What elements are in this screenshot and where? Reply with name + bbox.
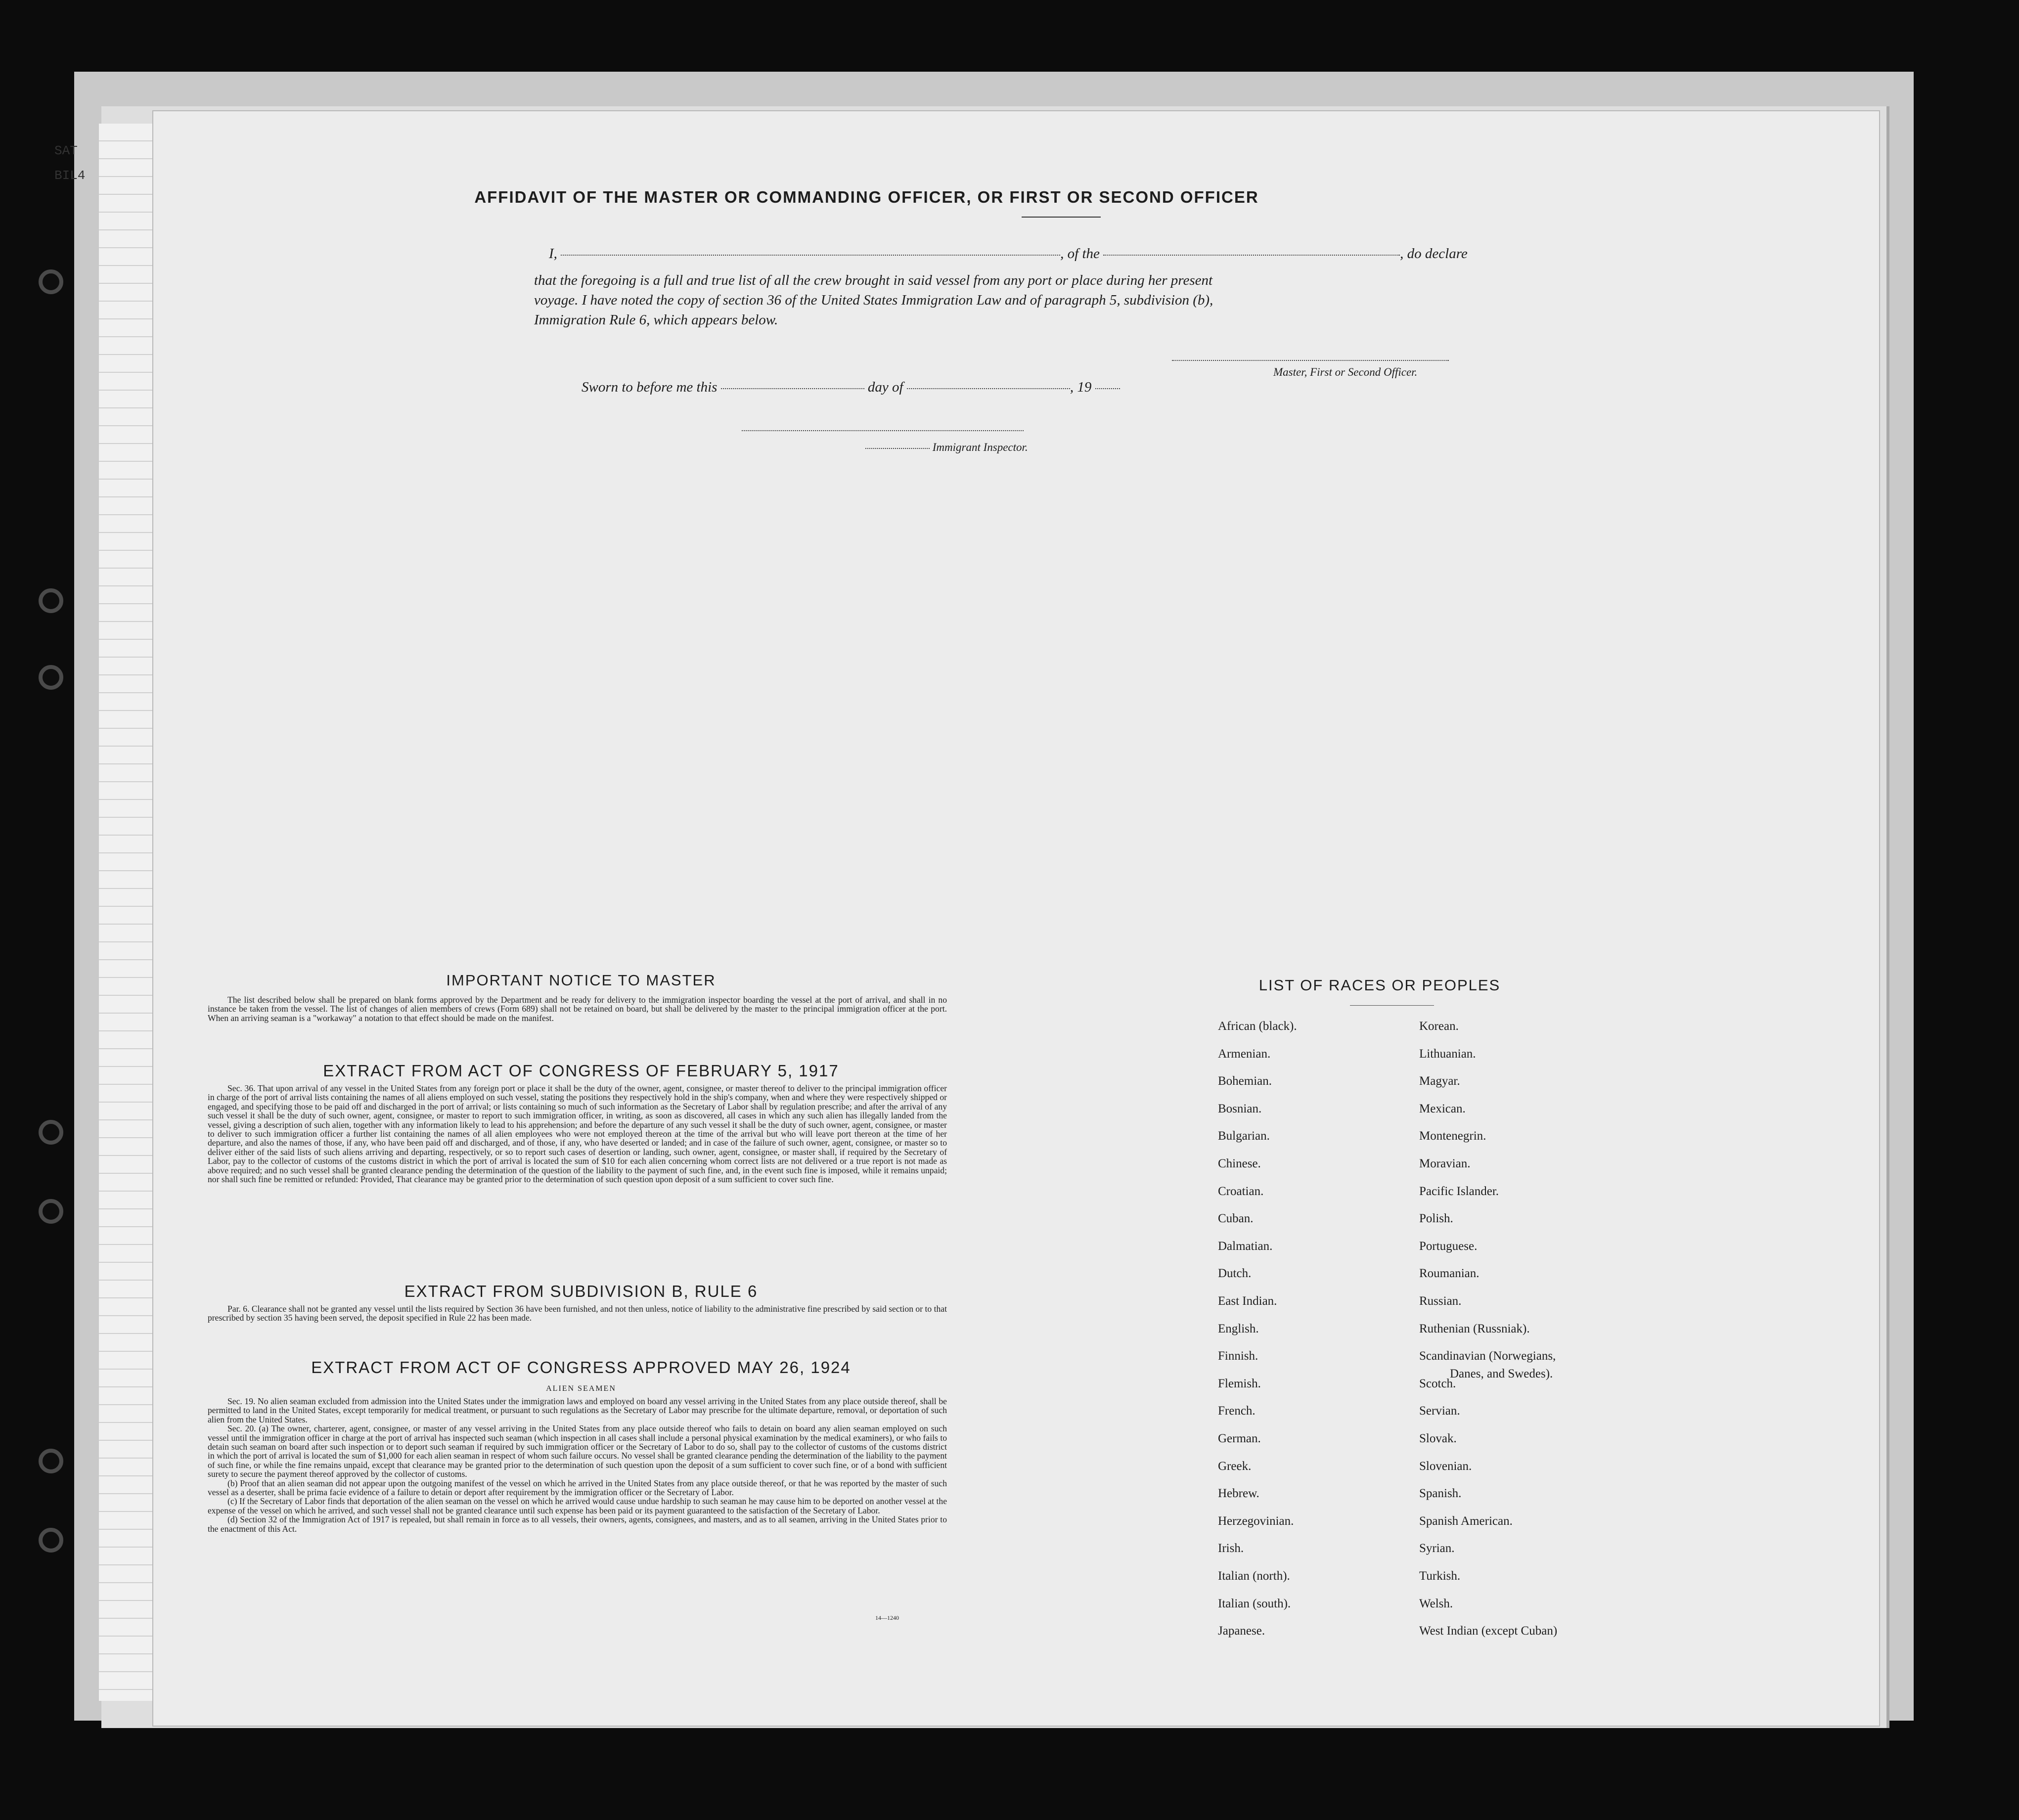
race-item: Croatian. (1218, 1184, 1264, 1198)
inspector-signature-caption: Immigrant Inspector. (865, 441, 1028, 454)
race-item: Dutch. (1218, 1267, 1252, 1281)
race-item: Syrian. (1419, 1542, 1455, 1555)
extract-1924-text: Sec. 19. No alien seaman excluded from admission into the United States under the immigration laws and employed on board any vessel arriving in the United States from any place outside thereof, shall be permitted to land in the United States, except temporarily for medical treatment, or pursuant to such regulations as the Secretary of Labor may prescribe for the ultimate departure, removal, or deportation of such alien from the United States. Sec. 20. (a) The owner, charterer, agent, consignee, or master of any vessel arriving in the United States from any place outside thereof who fails to detain on board any alien seaman employed on such vessel until the immigration officer in charge at the port of arrival has inspected such seaman (which inspection in all cases shall include a personal physical examination by the medical examiners), or who fails to detain such seaman on board after such inspection or to deport such seaman if required by such immigration officer or the Secretary of Labor to do so, shall pay to the collector of customs of the customs district in which the port of arrival is located the sum of $1,000 for each alien seaman in respect of whom such failure occurs. No vessel shall be granted clearance pending the determination of the liability to the payment of such fine, or while the fine remains unpaid, except that clearance may be granted prior to the determination of such question upon the deposit of a sum sufficient to cover such fine, or of a bond with sufficient surety to secure the payment thereof approved by the collector of customs. (b) Proof that an alien seaman did not appear upon the outgoing manifest of the vessel on which he arrived in the United States from any place outside thereof, or that he was reported by the master of such vessel as a deserter, shall be prima facie evidence of a failure to detain or deport after requirement by the immigration officer or the Secretary of Labor. (c) If the Secretary of Labor finds that deportation of the alien seaman on the vessel on which he arrived would cause undue hardship to such seaman he may cause him to be deported on another vessel at the expense of the vessel on which he arrived, and such vessel shall not be granted clearance until such expense has been paid or its payment guaranteed to the satisfaction of the Secretary of Labor. (d) Section 32 of the Immigration Act of 1917 is repealed, but shall remain in force as to all vessels, their owners, agents, consignees, and masters, and as to all seamen, arriving in the United States prior to the enactment of this Act. (208, 1396, 947, 1534)
race-item: Italian (south). (1218, 1597, 1291, 1610)
extract-rule6-title: EXTRACT FROM SUBDIVISION B, RULE 6 (404, 1282, 758, 1300)
race-item: Dalmatian. (1218, 1239, 1273, 1253)
affidavit-line-3: voyage. I have noted the copy of section 36 of the United States Immigration Law and of paragraph 5, subdivision (b), (534, 292, 1213, 308)
race-item: Russian. (1419, 1294, 1462, 1308)
race-item: Herzegovinian. (1218, 1514, 1294, 1528)
race-item: East Indian. (1218, 1294, 1277, 1308)
race-item-continuation: Danes, and Swedes). (1450, 1367, 1553, 1380)
races-title: LIST OF RACES OR PEOPLES (1258, 977, 1501, 994)
race-item: Moravian. (1419, 1157, 1471, 1170)
affidavit-line-4: Immigration Rule 6, which appears below. (534, 312, 778, 328)
race-item: English. (1218, 1322, 1259, 1335)
binder-hole (39, 588, 63, 613)
inspector-signature-line (742, 430, 1024, 431)
ruled-margin-sheet (99, 124, 153, 1701)
sworn-line: Sworn to before me this day of , 19 (582, 379, 1120, 396)
race-item: Bulgarian. (1218, 1129, 1270, 1143)
race-item: Armenian. (1218, 1047, 1271, 1061)
manifest-page (153, 111, 1879, 1726)
race-item: Slovenian. (1419, 1459, 1472, 1473)
race-item: Lithuanian. (1419, 1047, 1476, 1061)
race-item: Servian. (1419, 1404, 1460, 1418)
race-item: German. (1218, 1432, 1261, 1445)
form-number: 14—1240 (875, 1614, 899, 1621)
race-item: Cuban. (1218, 1212, 1254, 1226)
race-item: Scandinavian (Norwegians, (1419, 1349, 1556, 1363)
extract-1917-title: EXTRACT FROM ACT OF CONGRESS OF FEBRUARY 5, 1917 (323, 1062, 839, 1080)
binder-hole (39, 269, 63, 294)
race-item: Slovak. (1419, 1432, 1457, 1445)
margin-edge-text: BIL4 (54, 168, 86, 183)
binder-hole (39, 1199, 63, 1224)
affidavit-title: AFFIDAVIT OF THE MASTER OR COMMANDING OFFICER, OR FIRST OR SECOND OFFICER (474, 188, 1259, 206)
race-item: Roumanian. (1419, 1267, 1480, 1281)
race-item: Hebrew. (1218, 1487, 1259, 1501)
race-item: Mexican. (1419, 1102, 1466, 1115)
master-signature-line (1172, 360, 1449, 361)
title-rule (1022, 217, 1101, 218)
race-item: Polish. (1419, 1212, 1453, 1226)
race-item: Japanese. (1218, 1624, 1265, 1638)
race-item: Portuguese. (1419, 1239, 1478, 1253)
race-item: West Indian (except Cuban) (1419, 1624, 1558, 1638)
race-item: Turkish. (1419, 1569, 1461, 1583)
race-item: Greek. (1218, 1459, 1252, 1473)
race-item: Korean. (1419, 1020, 1459, 1033)
margin-edge-text: SAT (54, 143, 78, 158)
binder-hole (39, 1449, 63, 1473)
race-item: Spanish American. (1419, 1514, 1513, 1528)
binder-hole (39, 1528, 63, 1553)
extract-1924-subtitle: ALIEN SEAMEN (546, 1384, 616, 1393)
races-title-rule (1350, 1005, 1434, 1006)
race-item: Magyar. (1419, 1074, 1460, 1088)
extract-rule6-text: Par. 6. Clearance shall not be granted any vessel until the lists required by Section 36 have been furnished, and not then unless, notice of liability to the administrative fine prescribed by said section or to that prescribed by section 35 having been served, the deposit specified in Rule 22 has been made. (208, 1304, 947, 1323)
race-item: Irish. (1218, 1542, 1244, 1555)
extract-1917-text: Sec. 36. That upon arrival of any vessel in the United States from any foreign port or place it shall be the duty of the owner, agent, consignee, or master thereof to deliver to the principal immigration officer in charge of the port of arrival lists containing the names of all aliens employed on such vessel, stating the positions they respectively hold in the ship's company, when and where they were respectively shipped or engaged, and specifying those to be paid off and discharged in the port of arrival; or lists containing so much of such information as the Secretary of Labor shall by regulation prescribe; and after the arrival of any such vessel it shall be the duty of such owner, agent, consignee, or master to report to such immigration officer, in writing, as soon as discovered, all cases in which any such alien has illegally landed from the vessel, giving a description of such alien, together with any information likely to lead to his apprehension; and before the departure of any such vessel it shall be the duty of such owner, agent, consignee, or master to deliver to such immigration officer a further list containing the names of all alien employees who were not employed thereon at the time of the arrival but who will leave port thereon at the time of her departure, and also the names of those, if any, who have been paid off and discharged, and of those, if any, who have deserted or landed; and in case of the failure of such owner, agent, consignee, or master so to deliver either of the said lists of such aliens arriving and departing, respectively, or so to report such cases of desertion or landing, such owner, agent, consignee, or master shall, if required by the Secretary of Labor, pay to the collector of customs of the customs district in which the port of arrival is located the sum of $10 for each alien concerning whom correct lists are not delivered or a true report is not made as above required; and no such vessel shall be granted clearance pending the determination of the question of the liability to the payment of such fine, and, in the event such fine is imposed, while it remains unpaid; nor shall such fine be remitted or refunded: Provided, That clearance may be granted prior to the determination of such question upon deposit of a sum sufficient to cover such fine. (208, 1083, 947, 1185)
race-item: Flemish. (1218, 1376, 1261, 1390)
race-item: Finnish. (1218, 1349, 1258, 1363)
notice-text: The list described below shall be prepared on blank forms approved by the Department and be ready for delivery to the immigration inspector boarding the vessel at the port of arrival, and shall in no instance be taken from the vessel. The list of changes of alien members of crews (Form 689) shall not be retained on board, but shall be delivered by the master to the principal immigration officer at the port. When an arriving seaman is a "workaway" a notation to that effect should be made on the manifest. (208, 995, 947, 1023)
race-item: French. (1218, 1404, 1256, 1418)
race-item: Montenegrin. (1419, 1129, 1486, 1143)
binder-hole (39, 1120, 63, 1145)
race-item: Bohemian. (1218, 1074, 1272, 1088)
race-item: Bosnian. (1218, 1102, 1262, 1115)
race-item: African (black). (1218, 1020, 1297, 1033)
affidavit-line-2: that the foregoing is a full and true list of all the crew brought in said vessel from any port or place during her present (534, 272, 1213, 288)
extract-1924-title: EXTRACT FROM ACT OF CONGRESS APPROVED MAY 26, 1924 (311, 1358, 851, 1376)
race-item: Pacific Islander. (1419, 1184, 1499, 1198)
race-item: Chinese. (1218, 1157, 1261, 1170)
race-item: Ruthenian (Russniak). (1419, 1322, 1530, 1335)
affidavit-line-1: I, , of the , do declare (549, 246, 1468, 262)
race-item: Welsh. (1419, 1597, 1453, 1610)
master-signature-caption: Master, First or Second Officer. (1273, 366, 1418, 378)
race-item: Scotch. (1419, 1376, 1456, 1390)
notice-title: IMPORTANT NOTICE TO MASTER (446, 972, 716, 989)
race-item: Italian (north). (1218, 1569, 1290, 1583)
binder-hole (39, 665, 63, 690)
race-item: Spanish. (1419, 1487, 1462, 1501)
